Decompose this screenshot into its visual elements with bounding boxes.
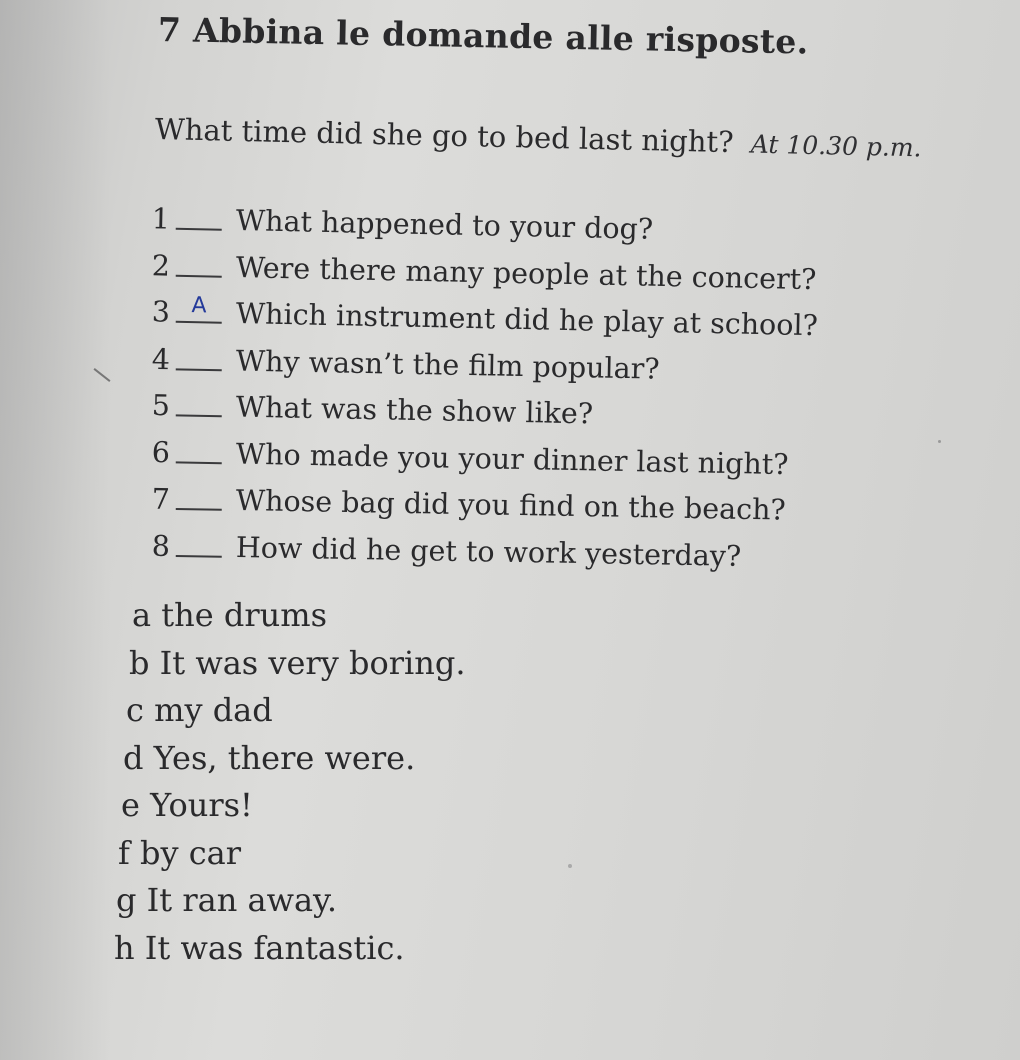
question-number: 7 xyxy=(151,482,171,516)
question-text: Why wasn’t the film popular? xyxy=(235,343,660,385)
answer-blank[interactable] xyxy=(176,430,223,463)
question-number: 5 xyxy=(151,388,171,422)
question-text: Were there many people at the concert? xyxy=(235,250,817,296)
question-text: How did he get to work yesterday? xyxy=(235,530,742,572)
answer-option: a the drums xyxy=(132,596,327,634)
answer-blank[interactable] xyxy=(176,197,223,230)
answer-blank[interactable] xyxy=(176,244,223,277)
question-text: Who made you your dinner last night? xyxy=(235,436,789,481)
question-text: What was the show like? xyxy=(235,390,594,430)
question-number: 4 xyxy=(151,341,171,376)
answer-option: g It ran away. xyxy=(116,881,338,919)
question-list xyxy=(140,196,900,572)
question-number: 3 xyxy=(151,294,171,329)
answer-option: d Yes, there were. xyxy=(123,738,416,777)
example-line xyxy=(155,112,922,163)
page-shadow xyxy=(0,0,110,1060)
answer-blank[interactable]: A xyxy=(176,290,223,323)
answer-blank[interactable] xyxy=(176,524,223,557)
question-number: 6 xyxy=(151,434,171,469)
question-text: Which instrument did he play at school? xyxy=(235,296,819,342)
answer-option: e Yours! xyxy=(121,786,253,824)
paper-speck xyxy=(938,440,941,443)
question-number: 8 xyxy=(151,528,171,562)
answer-option: h It was fantastic. xyxy=(114,928,405,967)
answer-option: b It was very boring. xyxy=(129,643,466,682)
answer-blank[interactable] xyxy=(176,384,223,417)
question-text: What happened to your dog? xyxy=(235,203,654,246)
exercise-title: 7 Abbina le domande alle risposte. xyxy=(157,10,809,62)
answer-option: f by car xyxy=(118,833,242,872)
answer-blank[interactable] xyxy=(176,477,223,510)
question-number: 1 xyxy=(151,201,171,236)
answer-blank[interactable] xyxy=(176,337,223,370)
question-text: Whose bag did you find on the beach? xyxy=(235,483,787,527)
answer-option: c my dad xyxy=(126,691,273,729)
paper-speck xyxy=(568,864,572,868)
answer-list xyxy=(112,592,466,972)
example-handwritten-answer: At 10.30 p.m. xyxy=(750,129,922,163)
example-question: What time did she go to bed last night? xyxy=(154,112,735,160)
question-number: 2 xyxy=(151,248,171,282)
